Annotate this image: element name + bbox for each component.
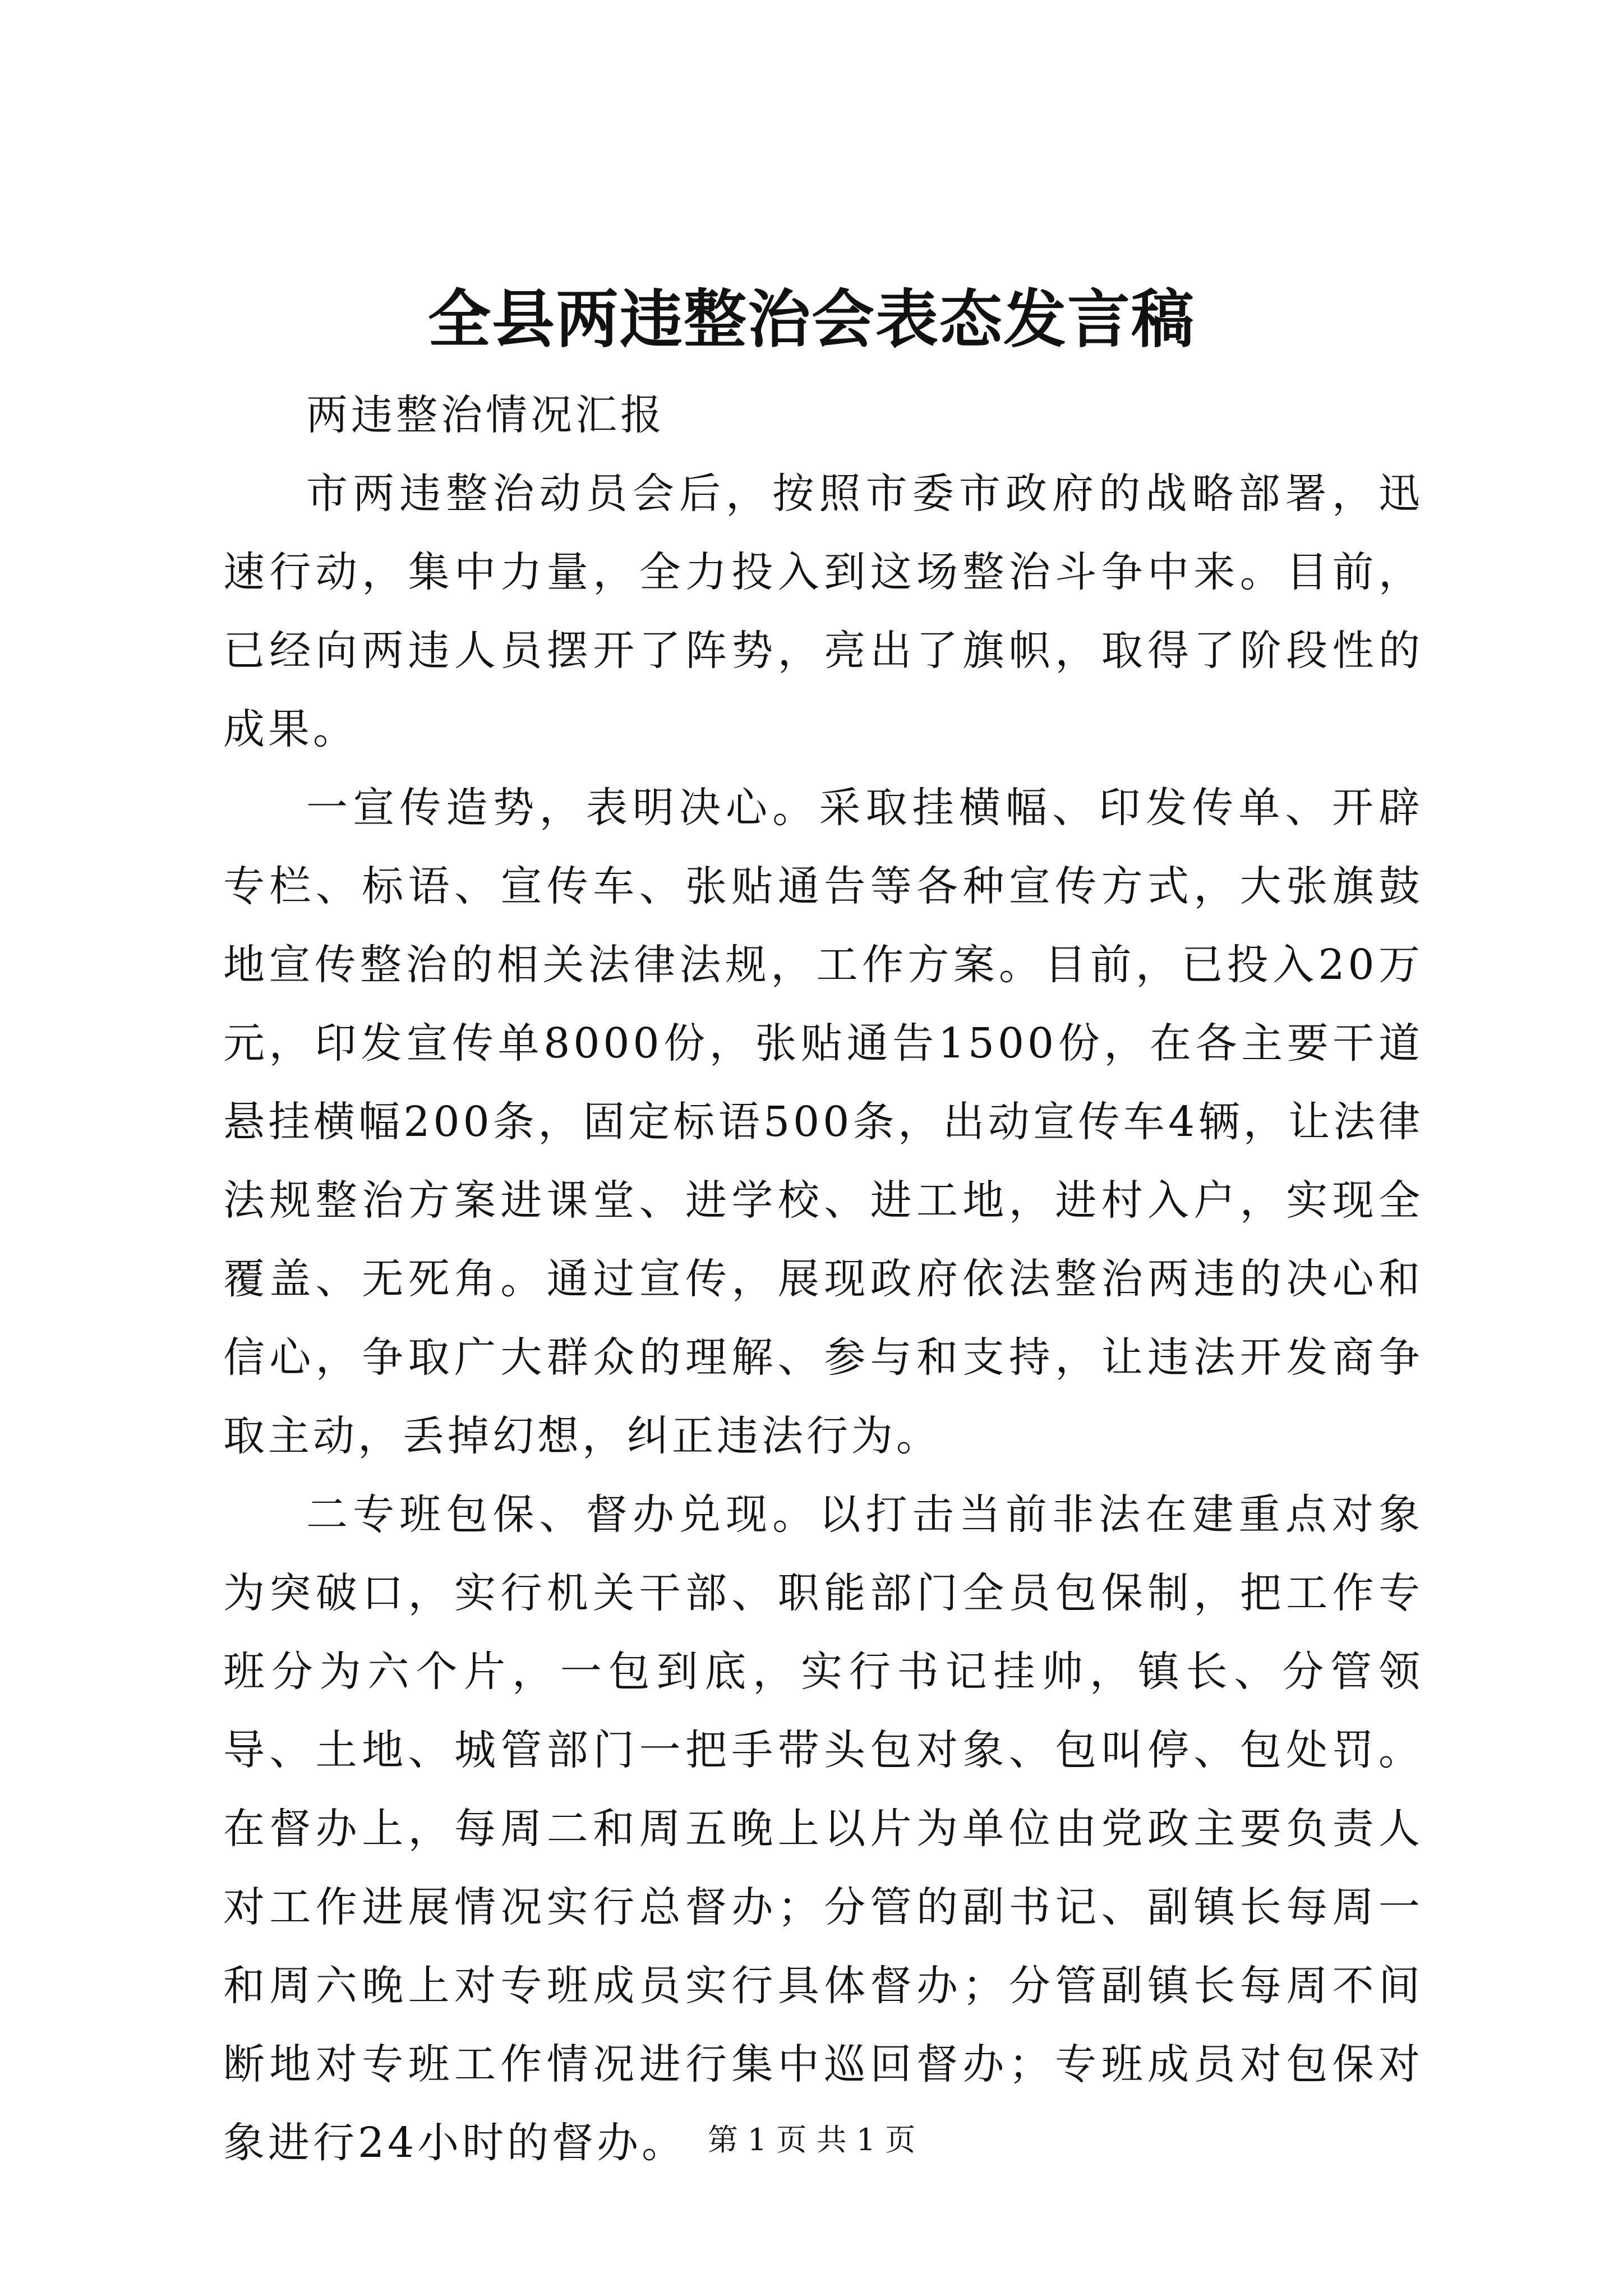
paragraph-subtitle: 两违整治情况汇报 bbox=[306, 391, 665, 439]
paragraph-intro: 市两违整治动员会后，按照市委市政府的战略部署，迅速行动，集中力量，全力投入到这场整治斗争中来。目前，已经向两违人员摆开了阵势，亮出了旗帜，取得了阶段性的成果。 bbox=[223, 470, 1423, 753]
paragraph-task-force: 二专班包保、督办兑现。以打击当前非法在建重点对象为突破口，实行机关干部、职能部门全员包保制，把工作专班分为六个片，一包到底，实行书记挂帅，镇长、分管领导、土地、城管部门一把手带头包对象、包叫停、包处罚。在督办上，每周二和周五晚上以片为单位由党政主要负责人对工作进展情况实行总督办；分管的副书记、副镇长每周一和周六晚上对专班成员实行具体督办；分管副镇长每周不间断地对专班工作情况进行集中巡回督办；专班成员对包保对象进行24小时的督办。 bbox=[223, 1490, 1423, 2167]
paragraph-publicity: 一宣传造势，表明决心。采取挂横幅、印发传单、开辟专栏、标语、宣传车、张贴通告等各种宣传方式，大张旗鼓地宣传整治的相关法律法规，工作方案。目前，已投入20万元，印发宣传单8000份，张贴通告1500份，在各主要干道悬挂横幅200条，固定标语500条，出动宣传车4辆，让法律法规整治方案进课堂、进学校、进工地，进村入户，实现全覆盖、无死角。通过宣传，展现政府依法整治两违的决心和信心，争取广大群众的理解、参与和支持，让违法开发商争取主动，丢掉幻想，纠正违法行为。 bbox=[223, 784, 1423, 1460]
page-footer: 第 1 页 共 1 页 bbox=[707, 2122, 916, 2157]
document-title: 全县两违整治会表态发言稿 bbox=[428, 283, 1195, 356]
document-body bbox=[223, 376, 1423, 2182]
